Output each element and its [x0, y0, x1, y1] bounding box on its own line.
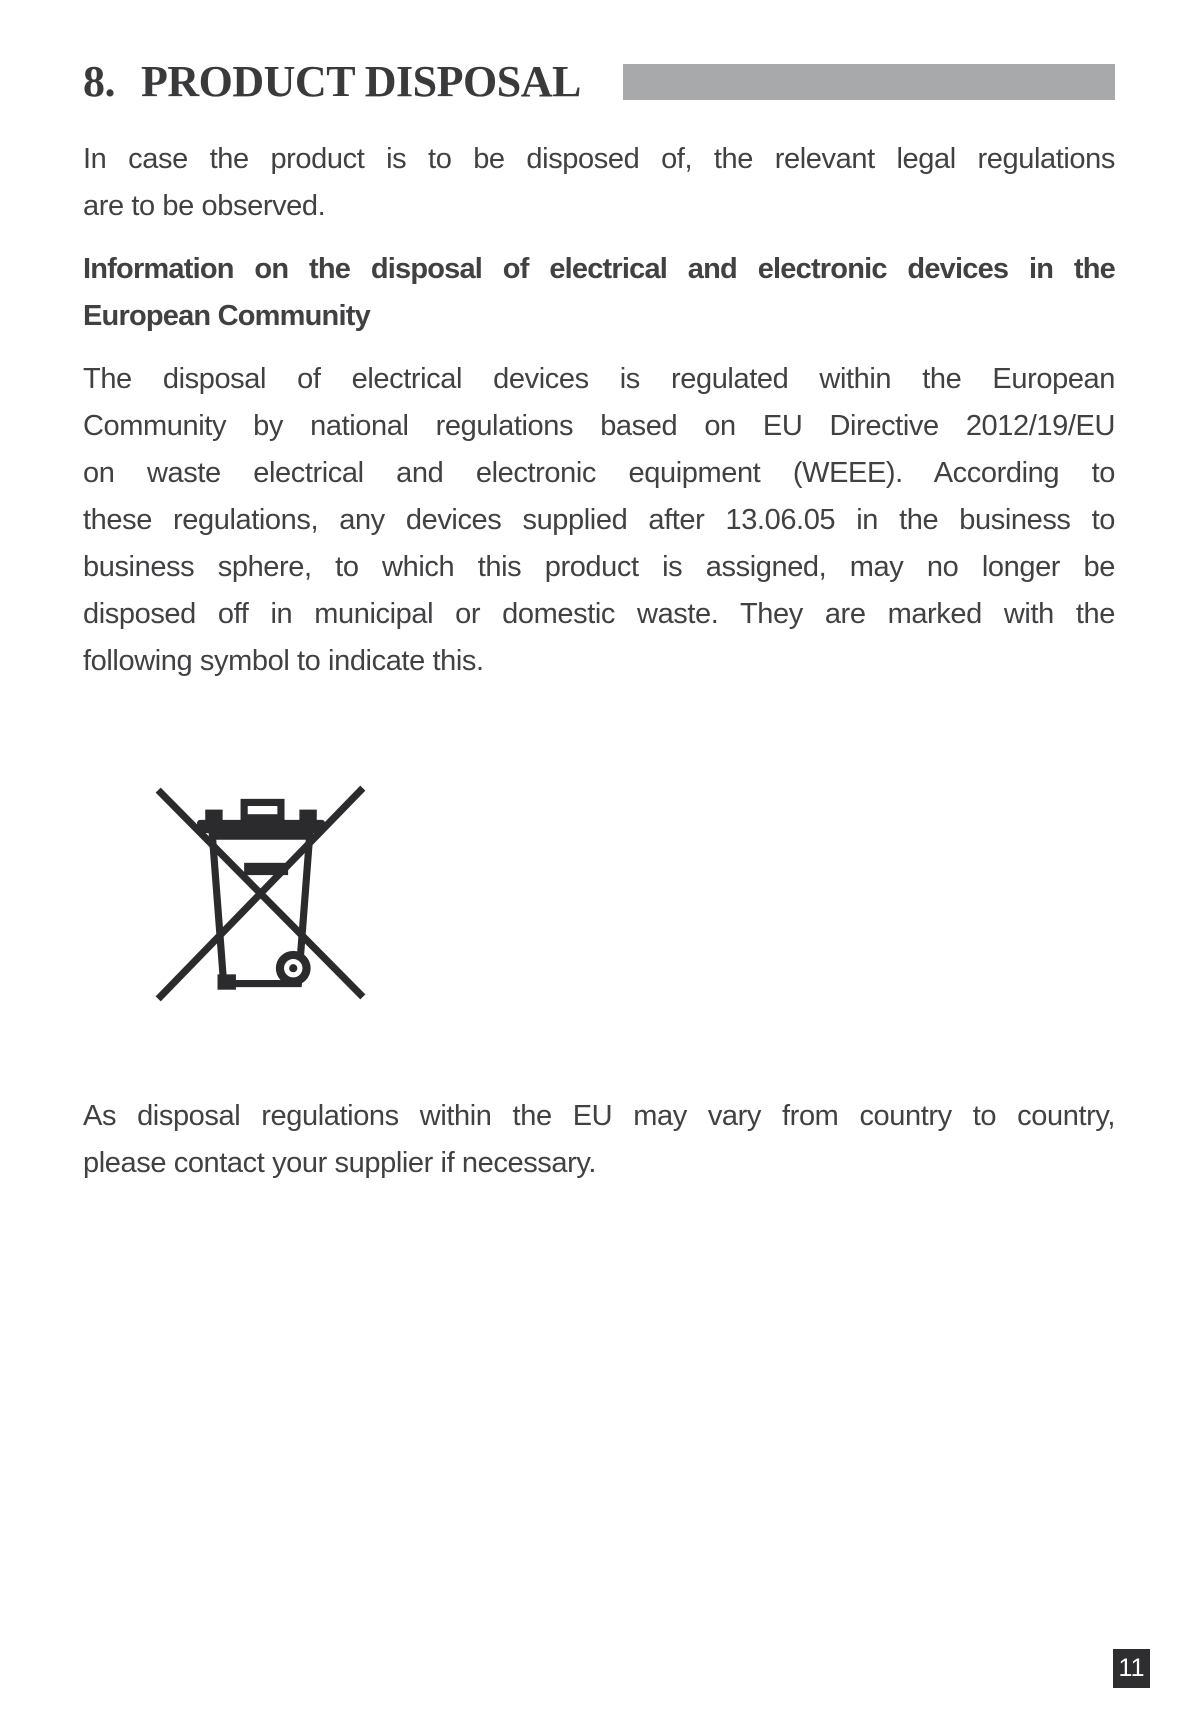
- text-line: Information on the disposal of electrical and electronic devices in the: [83, 253, 1115, 285]
- text-line: business sphere, to which this product is assigned, may no longer be: [83, 551, 1115, 583]
- section-number: 8.: [83, 57, 115, 106]
- weee-crossed-out-bin-icon: [153, 783, 368, 1005]
- section-heading-row: [83, 56, 1115, 108]
- text-line: Community by national regulations based on EU Directive 2012/19/EU: [83, 410, 1115, 442]
- paragraph-contact-supplier: [83, 1093, 1115, 1187]
- text-line: on waste electrical and electronic equipment (WEEE). According to: [83, 457, 1115, 489]
- text-line: please contact your supplier if necessary.: [83, 1147, 596, 1179]
- text-line: As disposal regulations within the EU may vary from country to country,: [83, 1100, 1115, 1132]
- section-title: PRODUCT DISPOSAL: [141, 57, 581, 106]
- text-line: The disposal of electrical devices is regulated within the European: [83, 363, 1115, 395]
- subheading-eu-disposal-info: [83, 246, 1115, 340]
- page-number-badge: 11: [1113, 1649, 1150, 1688]
- text-line: following symbol to indicate this.: [83, 645, 484, 677]
- heading-accent-bar: [623, 64, 1115, 100]
- text-line: are to be observed.: [83, 190, 326, 222]
- text-line: In case the product is to be disposed of, the relevant legal regulations: [83, 143, 1115, 175]
- text-line: European Community: [83, 300, 370, 332]
- paragraph-disposal-intro: [83, 136, 1115, 230]
- text-line: these regulations, any devices supplied after 13.06.05 in the business to: [83, 504, 1115, 536]
- text-line: disposed off in municipal or domestic waste. They are marked with the: [83, 598, 1115, 630]
- section-heading: [83, 56, 581, 108]
- paragraph-weee-regulations: [83, 356, 1115, 685]
